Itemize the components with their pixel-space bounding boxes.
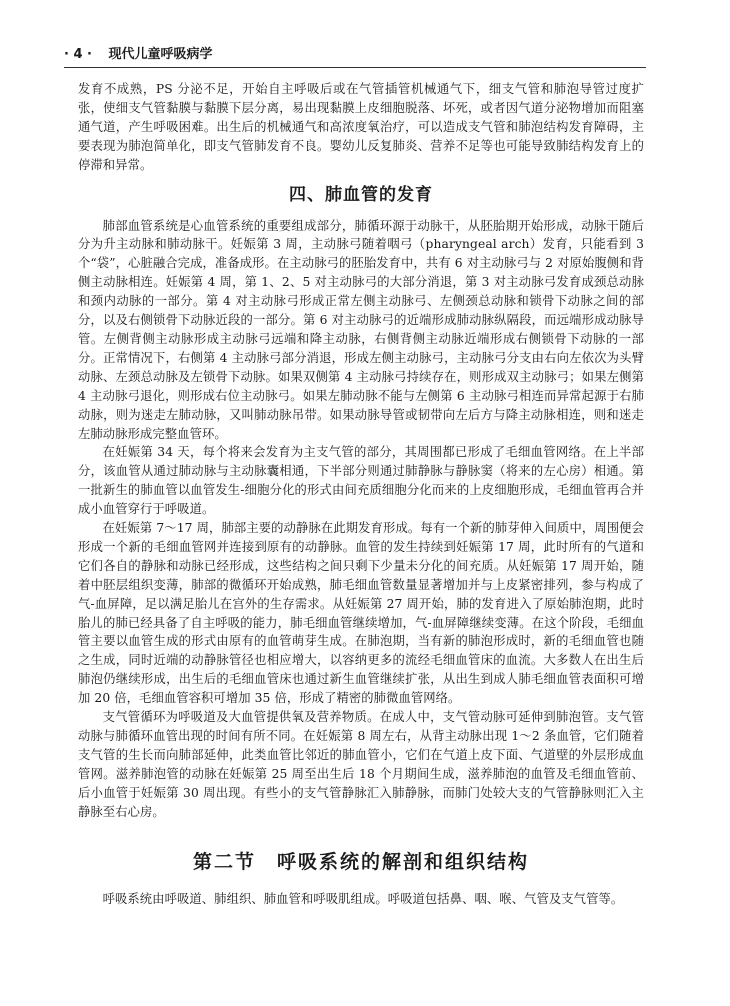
running-header [64,44,644,66]
intro-paragraph: 发育不成熟，PS 分泌不足，开始自主呼吸后或在气管插管机械通气下，细支气管和肺泡导管过度扩张，使细支气管黏膜与黏膜下层分离，易出现黏膜上皮细胞脱落、坏死，或者因气道分泌物增加而阻塞通气道，产生呼吸困难。出生后的机械通气和高浓度氧治疗，可以造成支气管和肺泡结构发育障碍，主要表现为肺泡简单化，即支气管肺发育不良。婴幼儿反复肺炎、营养不足等也可能导致肺结构发育上的停滞和异常。 [78,82,644,172]
body-paragraph-2: 在妊娠第 34 天，每个将来会发育为主支气管的部分，其周围都已形成了毛细血管网络。在上半部分，该血管从通过肺动脉与主动脉囊相通，下半部分则通过肺静脉与静脉窦（将来的左心房）相通。第一批新生的肺血管以血管发生-细胞分化的形式由间充质细胞分化而来的上皮细胞形成，毛细血管再合并成小血管穿行于呼吸道。 [78,445,644,517]
chapter-heading: 第二节 呼吸系统的解剖和组织结构 [192,850,529,873]
body-paragraph-3: 在妊娠第 7～17 周，肺部主要的动静脉在此期发育形成。每有一个新的肺芽伸入间质中，周围便会形成一个新的毛细血管网并连接到原有的动静脉。血管的发生持续到妊娠第 17 周，此时所有的气道和它们各自的静脉和动脉已经形成，这些结构之间只剩下少量未分化的间充质。从妊娠第 17 周开始，随着中胚层组织变薄，肺部的微循环开始成熟，肺毛细血管数量显著增加并与上皮紧密排列，参与构成了气-血屏障，足以满足胎儿在宫外的生存需求。从妊娠第 27 周开始，肺的发育进入了原始肺泡期，此时胎儿的肺已经具备了自主呼吸的能力，肺毛细血管继续增加，气-血屏障继续变薄。在这个阶段，毛细血管主要以血管生成的形式由原有的血管萌芽生成。在肺泡期，当有新的肺泡形成时，新的毛细血管也随之生成，同时近端的动静脉管径也相应增大，以容纳更多的流经毛细血管床的血流。大多数人在出生后肺泡仍继续形成，出生后的毛细血管床也通过新生血管继续扩张，从出生到成人肺毛细血管表面积可增加 20 倍，毛细血管容积可增加 35 倍，形成了精密的肺微血管网络。 [78,521,644,706]
book-title: 现代儿童呼吸病学 [108,47,213,62]
body-paragraph-1: 肺部血管系统是心血管系统的重要组成部分，肺循环源于动脉干，从胚胎期开始形成，动脉干随后分为升主动脉和肺动脉干。妊娠第 3 周，主动脉弓随着咽弓（pharyngeal arch）发育，只能看到 3 个“袋”，心脏融合完成，准备成形。在主动脉弓的胚胎发育中，共有 6 对主动脉弓与 2 对原始腹侧和背侧主动脉相连。妊娠第 4 周，第 1、2、5 对主动脉弓的大部分消退，第 3 对主动脉弓发育成颈总动脉和颈内动脉的一部分。第 4 对主动脉弓形成正常左侧主动脉弓、左侧颈总动脉和锁骨下动脉之间的部分，以及右侧锁骨下动脉近段的一部分。第 6 对主动脉弓的近端形成肺动脉纵隔段，而远端形成动脉导管。左侧背侧主动脉形成主动脉弓远端和降主动脉，右侧背侧主动脉近端形成右侧锁骨下动脉的一部分。正常情况下，右侧第 4 主动脉弓部分消退，形成左侧主动脉弓，主动脉弓分支由右向左依次为头臂动脉、左颈总动脉及左锁骨下动脉。如果双侧第 4 主动脉弓持续存在，则形成双主动脉弓；如果左侧第 4 主动脉弓退化，则形成右位主动脉弓。如果左肺动脉不能与左侧第 6 主动脉弓相连而异常起源于右肺动脉，则为迷走左肺动脉，又叫肺动脉吊带。如果动脉导管或韧带向左后方与降主动脉相连，则和迷走左肺动脉形成完整血管环。 [78,218,644,441]
body-paragraph-4: 支气管循环为呼吸道及大血管提供氧及营养物质。在成人中，支气管动脉可延伸到肺泡管。支气管动脉与肺循环血管出现的时间有所不同。在妊娠第 8 周左右，从背主动脉出现 1～2 条血管，它们随着支气管的生长而向肺部延伸，此类血管比邻近的肺血管小，它们在气道上皮下面、气道壁的外层形成血管网。滋养肺泡管的动脉在妊娠第 25 周至出生后 18 个月期间生成，滋养肺泡的血管及毛细血管前、后小血管于妊娠第 30 周出现。有些小的支气管静脉汇入肺静脉，而肺门处较大支的气管静脉则汇入主静脉至右心房。 [78,710,644,819]
page-number: · 4 · [64,47,92,62]
header-divider [64,67,646,68]
chapter-intro-paragraph: 呼吸系统由呼吸道、肺组织、肺血管和呼吸肌组成。呼吸道包括鼻、咽、喉、气管及支气管等。 [102,891,624,906]
section-heading: 四、肺血管的发育 [289,184,433,205]
page-body [78,80,644,908]
